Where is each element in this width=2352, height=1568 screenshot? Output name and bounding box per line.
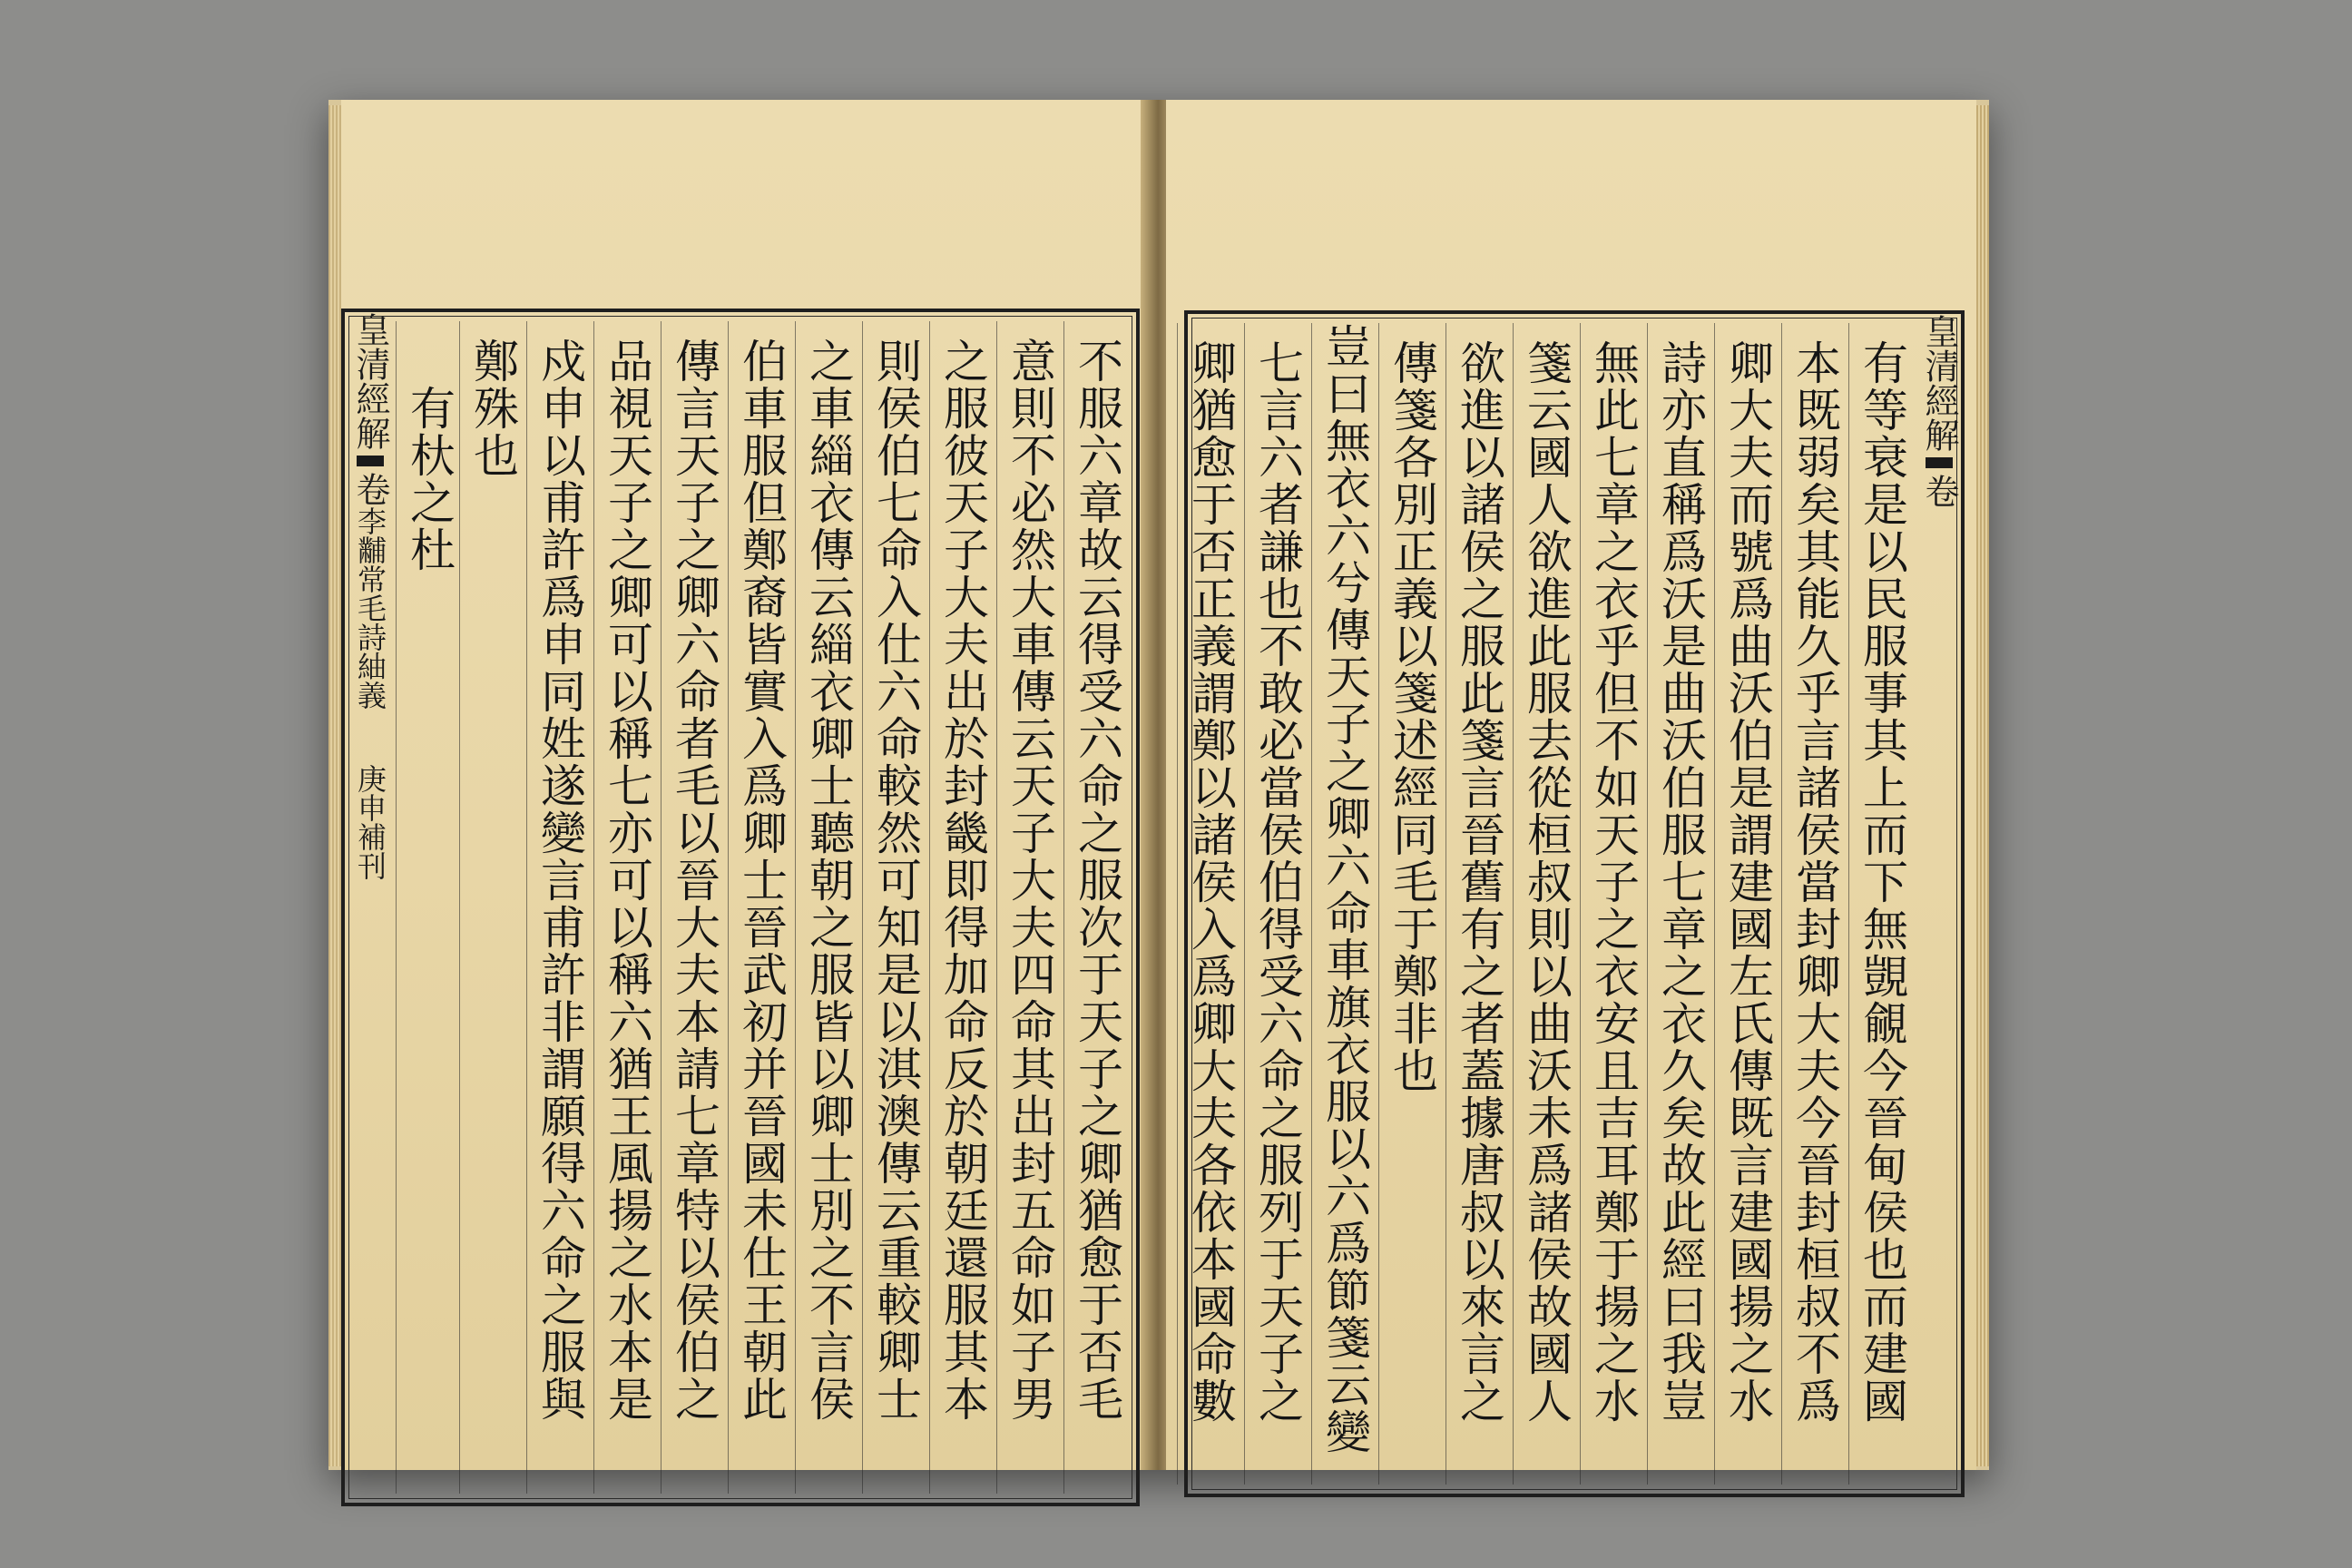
text-column: 意則不必然大車傳云天子大夫四命其出封五命如子男 — [996, 321, 1063, 1494]
text-column: 伯車服但鄭裔皆實入爲卿士晉武初并晉國未仕王朝此 — [728, 321, 795, 1494]
book-spread — [328, 100, 1989, 1470]
text-column: 卿大夫而號爲曲沃伯是謂建國左氏傳既言建國揚之水 — [1714, 323, 1781, 1485]
margin-note: 庚申補刊 — [353, 764, 387, 880]
text-column: 無此七章之衣乎但不如天子之衣安且吉耳鄭于揚之水 — [1580, 323, 1647, 1485]
header-volume: 卷 — [1919, 474, 1959, 508]
text-column: 本既弱矣其能久乎言諸侯當封卿大夫今晉封桓叔不爲 — [1781, 323, 1848, 1485]
margin-volume: 卷 — [350, 472, 390, 506]
right-page — [1166, 100, 1976, 1470]
text-column: 戍申以甫許爲申同姓遂變言甫許非謂願得六命之服與 — [526, 321, 593, 1494]
text-column: 之服彼天子大夫出於封畿即得加命反於朝廷還服其本 — [929, 321, 996, 1494]
text-column: 豈曰無衣六兮傳天子之卿六命車旗衣服以六爲節箋云變 — [1311, 323, 1378, 1485]
margin-title: 皇清經解 — [350, 312, 390, 450]
header-title: 皇清經解 — [1919, 314, 1959, 452]
fish-tail-mark — [357, 456, 384, 466]
text-column: 箋云國人欲進此服去從桓叔則以曲沃未爲諸侯故國人 — [1513, 323, 1580, 1485]
text-column: 七言六者謙也不敢必當侯伯得受六命之服列于天子之 — [1244, 323, 1311, 1485]
book-margin-strip — [348, 312, 392, 1503]
poem-title: 有杕之杜 — [396, 321, 463, 1494]
left-page — [341, 100, 1152, 1470]
margin-author: 李黼常毛詩紬義 — [353, 506, 387, 710]
right-header-strip — [1917, 314, 1961, 1494]
text-column: 詩亦直稱爲沃是曲沃伯服七章之衣久矣故此經曰我豈 — [1647, 323, 1714, 1485]
text-column: 則侯伯七命入仕六命較然可知是以淇澳傳云重較卿士 — [862, 321, 929, 1494]
text-column: 之車緇衣傳云緇衣卿士聽朝之服皆以卿士別之不言侯 — [795, 321, 862, 1494]
fish-tail-mark — [1926, 457, 1953, 468]
text-column: 有等衰是以民服事其上而下無覬覦今晉甸侯也而建國 — [1848, 323, 1916, 1485]
text-column: 傳言天子之卿六命者毛以晉大夫本請七章特以侯伯之 — [661, 321, 728, 1494]
text-column: 欲進以諸侯之服此箋言晉舊有之者蓋據唐叔以來言之 — [1446, 323, 1513, 1485]
left-text-frame — [341, 309, 1140, 1506]
text-column: 卿猶愈于否正義謂鄭以諸侯入爲卿大夫各依本國命數 — [1177, 323, 1244, 1485]
right-text-frame — [1184, 310, 1965, 1497]
text-column: 傳箋各別正義以箋述經同毛于鄭非也 — [1378, 323, 1446, 1485]
text-column: 鄭殊也 — [459, 321, 526, 1494]
text-column: 品視天子之卿可以稱七亦可以稱六猶王風揚之水本是 — [593, 321, 661, 1494]
text-column: 不服六章故云得受六命之服次于天子之卿猶愈于否毛 — [1063, 321, 1131, 1494]
